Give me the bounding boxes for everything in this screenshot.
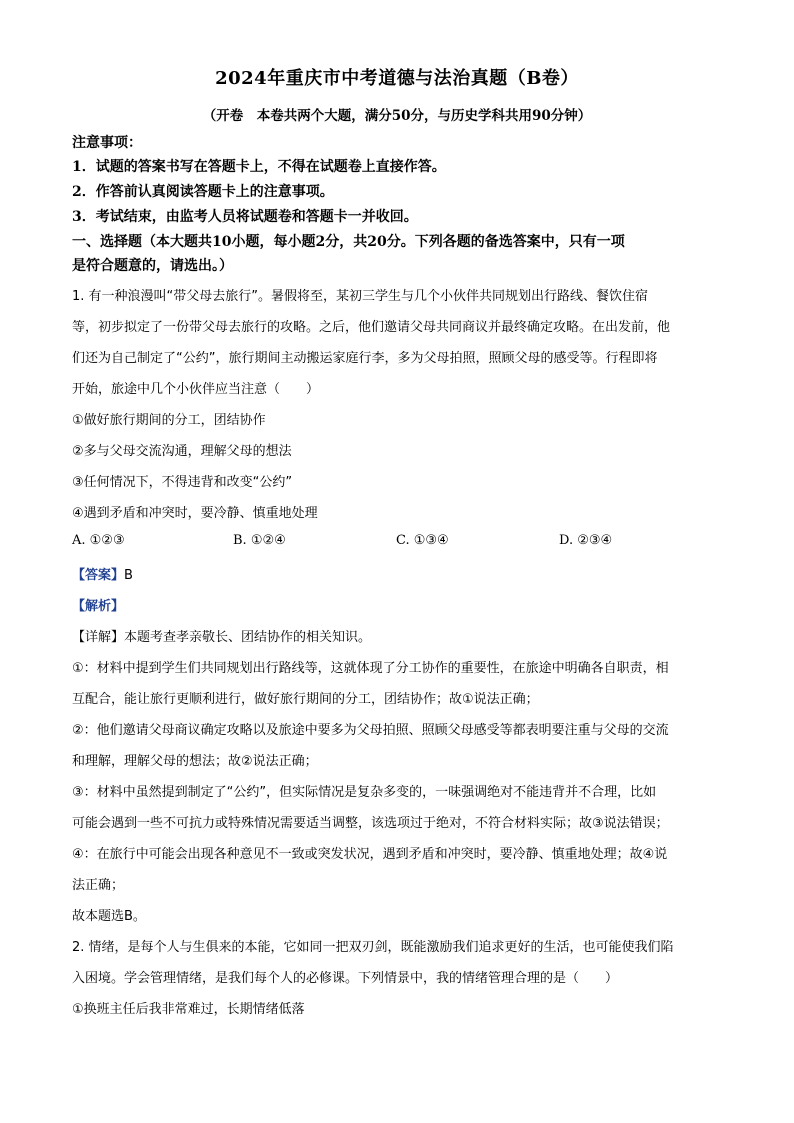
detail-text: 本题考查孝亲敬长、团结协作的相关知识。 <box>124 630 372 645</box>
explanation-line: 可能会遇到一些不可抗力或特殊情况需要适当调整，该选项过于绝对，不符合材料实际；故③说法错误； <box>72 816 669 831</box>
answer-value: B <box>124 568 133 583</box>
page-title: 2024年重庆市中考道德与法治真题（B卷） <box>215 68 579 89</box>
explanation-line: ①：材料中提到学生们共同规划出行路线等，这就体现了分工协作的重要性，在旅途中明确各自职责，相 <box>72 661 669 676</box>
explanation-line: 互配合，能让旅行更顺利进行，做好旅行期间的分工，团结协作；故①说法正确； <box>72 692 539 707</box>
option-b: B. ①②④ <box>233 533 286 548</box>
question-stem-line: 2. 情绪，是每个人与生俱来的本能，它如同一把双刃剑，既能激励我们追求更好的生活，也可能使我们陷 <box>72 940 674 955</box>
notice-item: 2．作答前认真阅读答题卡上的注意事项。 <box>72 184 334 200</box>
statement-item: ①做好旅行期间的分工，团结协作 <box>72 413 266 428</box>
notice-heading: 注意事项： <box>72 135 142 151</box>
section-heading: 一、选择题（本大题共10小题，每小题2分，共20分。下列各题的备选答案中，只有一项 <box>72 234 625 250</box>
notice-item: 3．考试结束，由监考人员将试题卷和答题卡一并收回。 <box>72 209 418 225</box>
analysis-row <box>72 595 732 614</box>
statement-item: ④遇到矛盾和冲突时，要冷静、慎重地处理 <box>72 506 318 521</box>
answer-tag: 【答案】 <box>72 568 125 583</box>
page-subtitle: （开卷 本卷共两个大题，满分50分，与历史学科共用90分钟） <box>202 108 592 124</box>
option-a: A. ①②③ <box>72 533 125 548</box>
option-c: C. ①③④ <box>396 533 449 548</box>
option-d: D. ②③④ <box>559 533 613 548</box>
question-stem-line: 1. 有一种浪漫叫“带父母去旅行”。暑假将至，某初三学生与几个小伙伴共同规划出行路线、餐饮住宿 <box>72 289 649 304</box>
detail-row <box>72 626 732 645</box>
question-stem-line: 等，初步拟定了一份带父母去旅行的攻略。之后，他们邀请父母共同商议并最终确定攻略。在出发前，他 <box>72 320 671 335</box>
question-stem-line: 们还为自己制定了“公约”，旅行期间主动搬运家庭行李，多为父母拍照，照顾父母的感受等。行程即将 <box>72 351 658 366</box>
statement-item: ①换班主任后我非常难过，长期情绪低落 <box>72 1002 305 1017</box>
conclusion-line: 故本题选B。 <box>72 909 146 924</box>
explanation-line: ④：在旅行中可能会出现各种意见不一致或突发状况，遇到矛盾和冲突时，要冷静、慎重地处理；故④说 <box>72 847 668 862</box>
question-stem-line: 开始，旅途中几个小伙伴应当注意（ ） <box>72 382 320 397</box>
section-heading: 是符合题意的，请选出。） <box>72 258 233 274</box>
explanation-line: ②：他们邀请父母商议确定攻略以及旅途中要多为父母拍照、照顾父母感受等都表明要注重与父母的交流 <box>72 723 669 738</box>
statement-item: ③任何情况下，不得违背和改变“公约” <box>72 475 293 490</box>
notice-item: 1．试题的答案书写在答题卡上，不得在试题卷上直接作答。 <box>72 159 446 175</box>
detail-tag: 【详解】 <box>72 630 125 645</box>
explanation-line: 和理解，理解父母的想法；故②说法正确； <box>72 754 318 769</box>
analysis-tag: 【解析】 <box>72 599 125 614</box>
explanation-line: 法正确； <box>72 878 125 893</box>
question-stem-line: 入困境。学会管理情绪，是我们每个人的必修课。下列情景中，我的情绪管理合理的是（ ） <box>72 971 619 986</box>
statement-item: ②多与父母交流沟通，理解父母的想法 <box>72 444 292 459</box>
answer-row <box>72 564 732 583</box>
explanation-line: ③：材料中虽然提到制定了“公约”，但实际情况是复杂多变的，一味强调绝对不能违背并不合理，比如 <box>72 785 657 800</box>
